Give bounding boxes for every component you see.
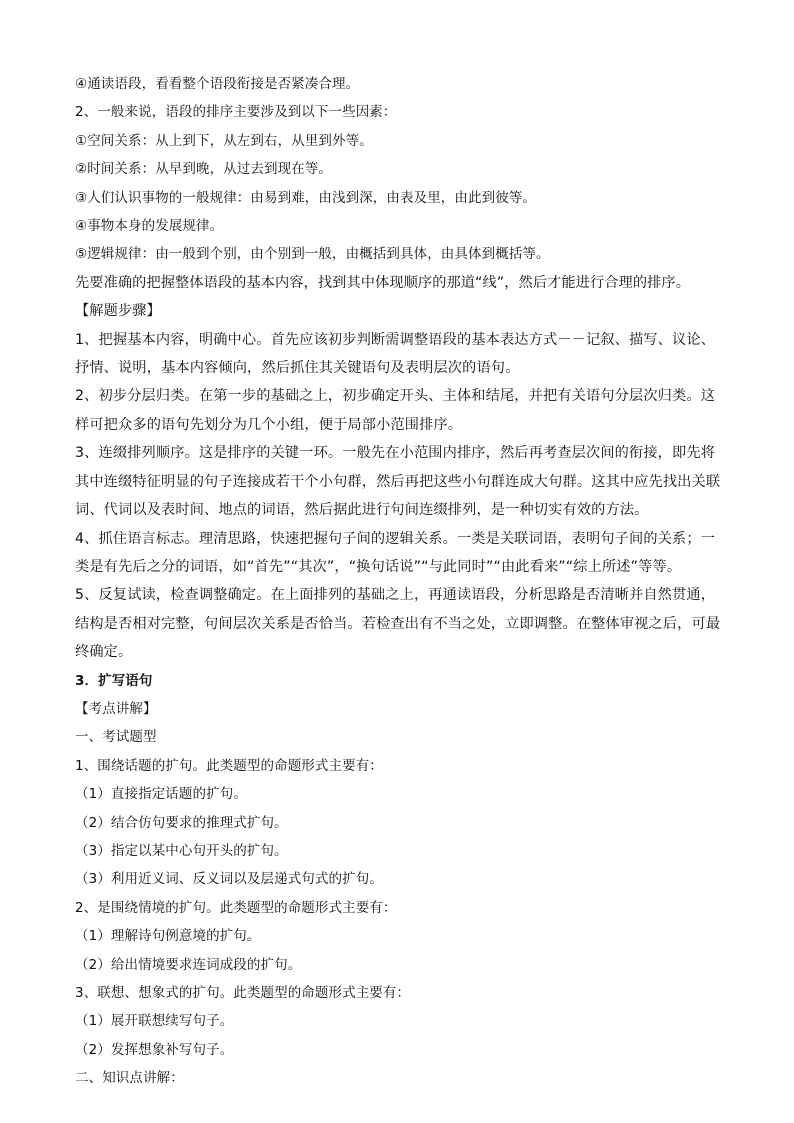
section-heading-steps: 【解题步骤】: [75, 303, 161, 320]
step-paragraph: 3、连缀排列顺序。这是排序的关键一环。一般先在小范围内排序，然后再考查层次间的衔接，即先将其中连缀特征明显的句子连接成若干个小句群，然后再把这些小句群连成大句群。这其中应先找出关联词、代词以及表时间、地点的词语，然后据此进行句间连缀排列，是一种切实有效的方法。: [75, 445, 721, 519]
text-line: 一、考试题型: [75, 729, 157, 746]
summary-line: 先要准确的把握整体语段的基本内容，找到其中体现顺序的那道“线”，然后才能进行合理的排序。: [75, 274, 690, 291]
step-paragraph: 5、反复试读，检查调整确定。在上面排列的基础之上，再通读语段，分析思路是否清晰并自然贯通，结构是否相对完整，句间层次关系是否恰当。若检查出有不当之处，立即调整。在整体审视之后，可最终确定。: [75, 587, 721, 661]
text-line: 二、知识点讲解：: [75, 1070, 184, 1087]
text-line: 【考点讲解】: [75, 700, 157, 717]
text-line: ③人们认识事物的一般规律：由易到难，由浅到深，由表及里，由此到彼等。: [75, 189, 537, 206]
document-page: [75, 70, 721, 1093]
text-line: ⑤逻辑规律：由一般到个别，由个别到一般，由概括到具体，由具体到概括等。: [75, 246, 550, 263]
text-line: （2）结合仿句要求的推理式扩句。: [75, 814, 288, 831]
text-line: （2）发挥想象补写句子。: [75, 1041, 234, 1058]
text-line: 3、联想、想象式的扩句。此类题型的命题形式主要有：: [75, 985, 411, 1001]
text-line: ①空间关系：从上到下，从左到右，从里到外等。: [75, 132, 373, 149]
text-line: （1）直接指定话题的扩句。: [75, 786, 247, 803]
text-line: 1、围绕话题的扩句。此类题型的命题形式主要有：: [75, 757, 383, 774]
text-line: ④事物本身的发展规律。: [75, 218, 224, 235]
text-line: 2、一般来说，语段的排序主要涉及到以下一些因素：: [75, 104, 397, 121]
section-heading: 3．扩写语句: [75, 672, 153, 689]
text-line: ④通读语段，看看整个语段衔接是否紧凑合理。: [75, 76, 360, 92]
text-line: （2）给出情境要求连词成段的扩句。: [75, 956, 302, 973]
step-paragraph: 2、初步分层归类。在第一步的基础之上，初步确定开头、主体和结尾，并把有关语句分层次归类。这样可把众多的语句先划分为几个小组，便于局部小范围排序。: [75, 388, 716, 433]
text-line: （3）利用近义词、反义词以及层递式句式的扩句。: [75, 871, 383, 888]
text-line: 2、是围绕情境的扩句。此类题型的命题形式主要有：: [75, 899, 397, 916]
text-line: ②时间关系：从早到晚，从过去到现在等。: [75, 161, 333, 178]
text-line: （1）展开联想续写句子。: [75, 1013, 234, 1030]
text-line: （1）理解诗句例意境的扩句。: [75, 928, 261, 945]
step-paragraph: 4、抓住语言标志。理清思路，快速把握句子间的逻辑关系。一类是关联词语，表明句子间的关系；一类是有先后之分的词语，如“首先”“其次”，“换句话说”“与此同时”“由此看来”“综上所述”等等。: [75, 530, 716, 575]
text-line: （3）指定以某中心句开头的扩句。: [75, 842, 288, 859]
step-paragraph: 1、把握基本内容，明确中心。首先应该初步判断需调整语段的基本表达方式－－记叙、描写、议论、抒情、说明，基本内容倾向，然后抓住其关键语句及表明层次的语句。: [75, 331, 716, 377]
